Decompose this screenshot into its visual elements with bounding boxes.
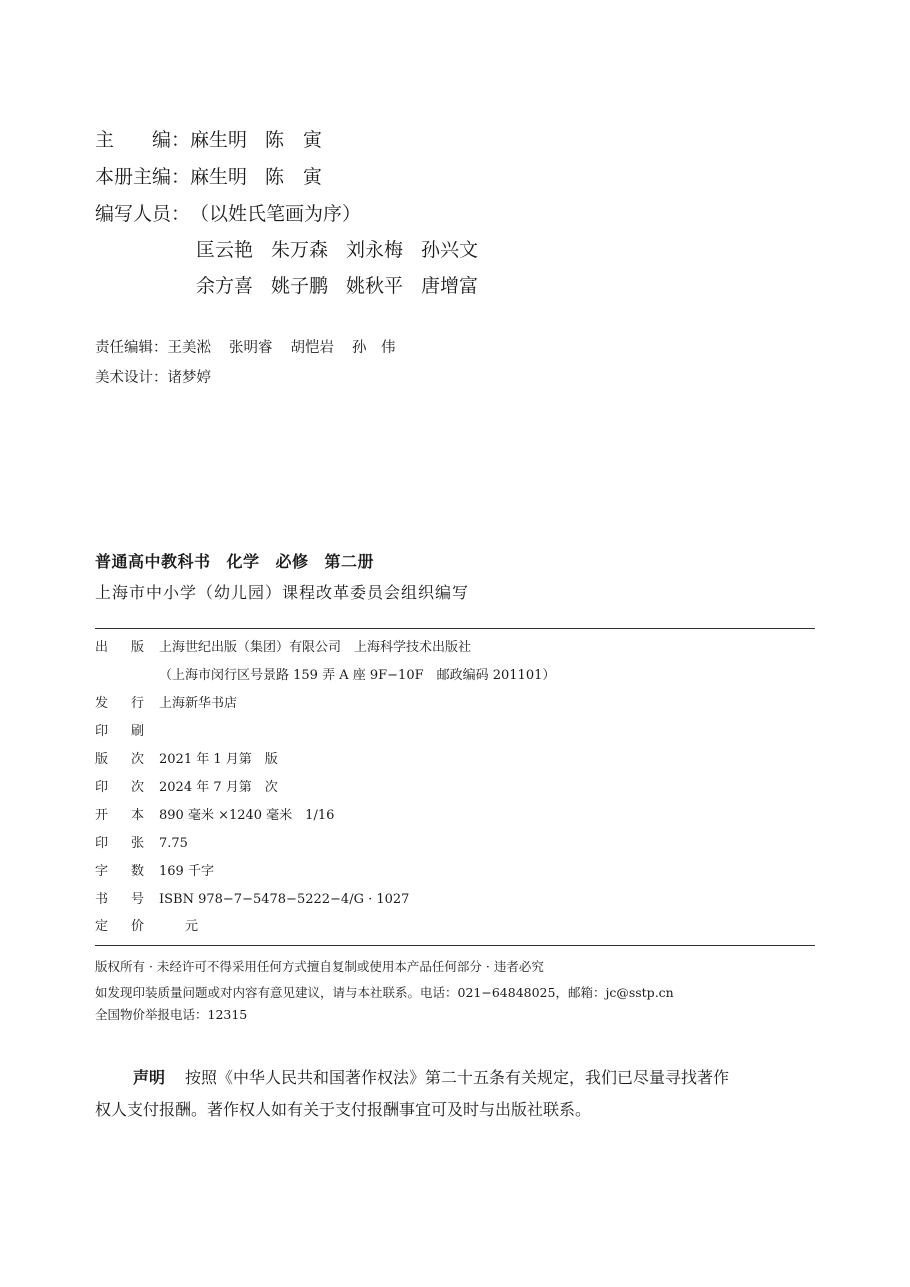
book-title-part: 必修: [275, 552, 309, 571]
chief-editor-name: 陈 寅: [265, 129, 323, 151]
chief-editor-names: [190, 129, 340, 151]
imprint-key-char: 号: [131, 892, 145, 907]
volume-editor-label: 本册主编：: [95, 166, 191, 188]
volume-editor-names: [190, 166, 340, 188]
imprint-key-char: 发: [95, 696, 109, 711]
responsible-editor-name: 胡恺岩: [290, 340, 334, 356]
imprint-value: 7.75: [159, 836, 188, 851]
writers-row-2: [196, 274, 496, 298]
writers-row-1: [196, 238, 496, 262]
imprint-value: 上海世纪出版（集团）有限公司 上海科学技术出版社: [159, 640, 472, 655]
book-compiler: 上海市中小学（幼儿园）课程改革委员会组织编写: [95, 583, 470, 602]
art-design-label: 美术设计：: [95, 370, 168, 386]
imprint-key-char: 价: [131, 919, 145, 934]
imprint-key-char: 行: [131, 696, 145, 711]
imprint-key-char: 印: [95, 836, 109, 851]
imprint-key-char: 定: [95, 919, 109, 934]
imprint-key-char: 张: [131, 836, 145, 851]
imprint-value: 2021 年 1 月第 版: [159, 752, 278, 767]
writers-note: （以姓氏笔画为序）: [190, 203, 362, 225]
art-design-name: 诸梦婷: [167, 370, 211, 386]
declaration-line-2: 权人支付报酬。著作权人如有关于支付报酬事宜可及时与出版社联系。: [95, 1100, 592, 1119]
volume-editor-name: 陈 寅: [265, 166, 323, 188]
declaration-line-1: [133, 1067, 729, 1089]
contact-notice: 如发现印装质量问题或对内容有意见建议，请与本社联系。电话：021−64848025，邮箱：jc@sstp.cn: [95, 985, 674, 1000]
imprint-key-char: 刷: [131, 724, 145, 739]
imprint-value: （上海市闵行区号景路 159 弄 A 座 9F−10F 邮政编码 201101）: [159, 668, 556, 683]
writers-line: [95, 202, 361, 226]
responsible-editor-name: 孙 伟: [352, 340, 396, 356]
writer-name: 唐增富: [421, 275, 479, 297]
imprint-key-char: 次: [131, 752, 145, 767]
imprint-top-rule: [95, 628, 815, 629]
writer-name: 姚秋平: [346, 275, 404, 297]
responsible-editors-label: 责任编辑：: [95, 340, 168, 356]
writer-name: 姚子鹏: [271, 275, 329, 297]
imprint-value: 890 毫米 ×1240 毫米 1/16: [159, 808, 335, 823]
imprint-key-char: 数: [131, 864, 145, 879]
imprint-key-char: 印: [95, 780, 109, 795]
imprint-value: ISBN 978−7−5478−5222−4/G · 1027: [159, 892, 410, 907]
responsible-editor-name: 王美淞: [167, 340, 211, 356]
copyright-notice: 版权所有 · 未经许可不得采用任何方式擅自复制或使用本产品任何部分 · 违者必究: [95, 959, 544, 974]
chief-editor-name: 麻生明: [190, 129, 248, 151]
imprint-key-char: 本: [131, 808, 145, 823]
book-title-part: 化学: [226, 552, 260, 571]
writer-name: 匡云艳: [196, 239, 254, 261]
chief-editor-line: [95, 128, 340, 152]
book-title-part: 普通高中教科书: [95, 552, 211, 571]
volume-editor-line: [95, 165, 340, 189]
imprint-key-char: 出: [95, 640, 109, 655]
imprint-key-char: 版: [95, 752, 109, 767]
imprint-value: 2024 年 7 月第 次: [159, 780, 278, 795]
declaration-text: 按照《中华人民共和国著作权法》第二十五条有关规定，我们已尽量寻找著作: [185, 1068, 730, 1087]
responsible-editors-line: [95, 338, 414, 358]
volume-editor-name: 麻生明: [190, 166, 248, 188]
book-title: [95, 549, 390, 572]
declaration-label: 声明: [133, 1068, 166, 1087]
imprint-key-char: 版: [131, 640, 145, 655]
imprint-key-char: 书: [95, 892, 109, 907]
imprint-value: 上海新华书店: [159, 696, 238, 711]
imprint-value: 元: [159, 919, 199, 934]
responsible-editor-name: 张明睿: [229, 340, 273, 356]
imprint-bottom-rule: [95, 945, 815, 946]
writers-label: 编写人员：: [95, 203, 191, 225]
chief-editor-label: 主 编：: [95, 129, 191, 151]
art-design-line: [95, 368, 211, 388]
writer-name: 孙兴文: [421, 239, 479, 261]
imprint-key-char: 开: [95, 808, 109, 823]
imprint-key-char: 字: [95, 864, 109, 879]
writer-name: 朱万森: [271, 239, 329, 261]
price-hotline: 全国物价举报电话：12315: [95, 1007, 248, 1022]
imprint-key-char: 印: [95, 724, 109, 739]
writer-name: 余方喜: [196, 275, 254, 297]
writer-name: 刘永梅: [346, 239, 404, 261]
imprint-value: 169 千字: [159, 864, 214, 879]
book-title-part: 第二册: [324, 552, 375, 571]
imprint-key-char: 次: [131, 780, 145, 795]
